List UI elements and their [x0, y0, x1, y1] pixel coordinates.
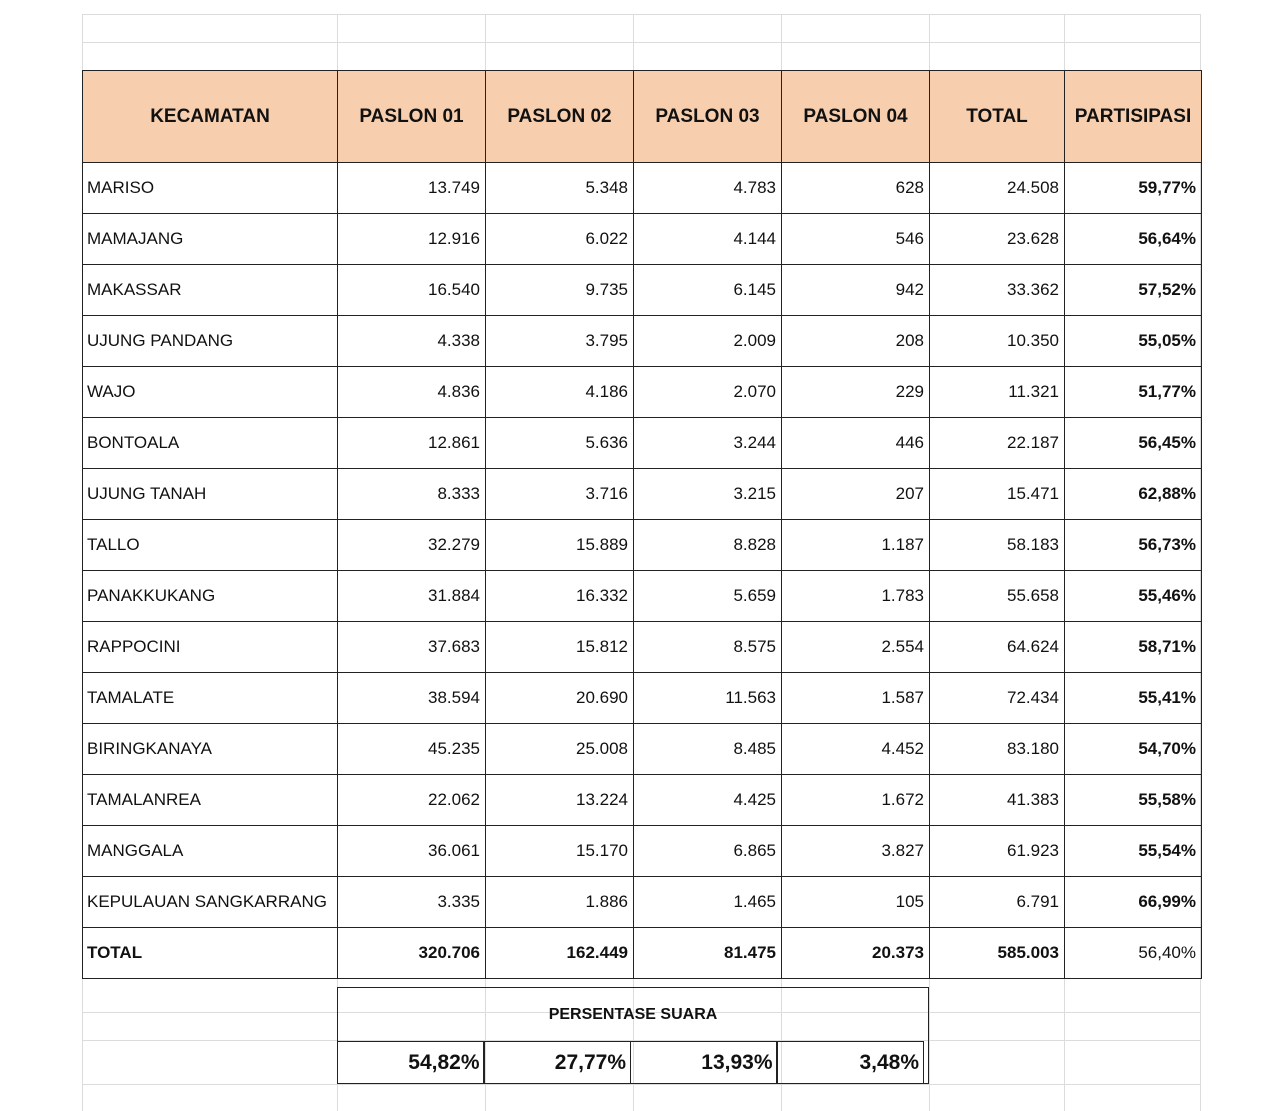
cell-paslon-02: 6.022	[486, 214, 634, 265]
cell-partisipasi: 56,40%	[1065, 928, 1202, 979]
total-row	[83, 928, 1202, 979]
cell-paslon-01: 12.861	[338, 418, 486, 469]
cell-paslon-04: 1.783	[782, 571, 930, 622]
cell-kecamatan: BIRINGKANAYA	[83, 724, 338, 775]
cell-kecamatan: MAKASSAR	[83, 265, 338, 316]
cell-paslon-02: 16.332	[486, 571, 634, 622]
header-kecamatan: KECAMATAN	[83, 71, 338, 163]
table-row	[83, 265, 1202, 316]
cell-paslon-04: 628	[782, 163, 930, 214]
cell-paslon-04: 4.452	[782, 724, 930, 775]
header-total: TOTAL	[930, 71, 1065, 163]
cell-paslon-03: 2.070	[634, 367, 782, 418]
cell-paslon-03: 6.145	[634, 265, 782, 316]
cell-total: 22.187	[930, 418, 1065, 469]
table-row	[83, 469, 1202, 520]
cell-kecamatan: MAMAJANG	[83, 214, 338, 265]
table-row	[83, 877, 1202, 928]
table-row	[83, 826, 1202, 877]
persentase-paslon-01: 54,82%	[337, 1041, 485, 1084]
cell-partisipasi: 55,46%	[1065, 571, 1202, 622]
cell-paslon-03: 3.215	[634, 469, 782, 520]
cell-paslon-01: 37.683	[338, 622, 486, 673]
cell-paslon-01: 12.916	[338, 214, 486, 265]
cell-paslon-01: 16.540	[338, 265, 486, 316]
table-row	[83, 418, 1202, 469]
cell-partisipasi: 55,58%	[1065, 775, 1202, 826]
cell-paslon-03: 4.783	[634, 163, 782, 214]
cell-kecamatan: TALLO	[83, 520, 338, 571]
cell-paslon-03: 8.828	[634, 520, 782, 571]
cell-paslon-04: 20.373	[782, 928, 930, 979]
cell-total: 11.321	[930, 367, 1065, 418]
cell-total: 23.628	[930, 214, 1065, 265]
cell-paslon-01: 320.706	[338, 928, 486, 979]
cell-paslon-01: 3.335	[338, 877, 486, 928]
cell-kecamatan: PANAKKUKANG	[83, 571, 338, 622]
cell-total: 61.923	[930, 826, 1065, 877]
header-paslon-03: PASLON 03	[634, 71, 782, 163]
cell-paslon-04: 1.672	[782, 775, 930, 826]
cell-kecamatan: TOTAL	[83, 928, 338, 979]
grid-line	[82, 1084, 1201, 1085]
cell-paslon-04: 3.827	[782, 826, 930, 877]
cell-kecamatan: UJUNG TANAH	[83, 469, 338, 520]
cell-kecamatan: UJUNG PANDANG	[83, 316, 338, 367]
cell-total: 15.471	[930, 469, 1065, 520]
header-paslon-04: PASLON 04	[782, 71, 930, 163]
cell-paslon-02: 3.795	[486, 316, 634, 367]
cell-paslon-01: 36.061	[338, 826, 486, 877]
cell-paslon-02: 13.224	[486, 775, 634, 826]
cell-paslon-04: 105	[782, 877, 930, 928]
cell-paslon-01: 22.062	[338, 775, 486, 826]
cell-paslon-04: 207	[782, 469, 930, 520]
table-row	[83, 673, 1202, 724]
cell-paslon-04: 208	[782, 316, 930, 367]
cell-total: 72.434	[930, 673, 1065, 724]
vote-results-table	[82, 70, 1202, 979]
cell-paslon-04: 942	[782, 265, 930, 316]
cell-total: 33.362	[930, 265, 1065, 316]
cell-paslon-04: 229	[782, 367, 930, 418]
cell-partisipasi: 58,71%	[1065, 622, 1202, 673]
cell-paslon-01: 45.235	[338, 724, 486, 775]
cell-kecamatan: MANGGALA	[83, 826, 338, 877]
cell-kecamatan: TAMALATE	[83, 673, 338, 724]
cell-paslon-03: 8.575	[634, 622, 782, 673]
cell-paslon-04: 2.554	[782, 622, 930, 673]
cell-paslon-01: 8.333	[338, 469, 486, 520]
cell-paslon-02: 162.449	[486, 928, 634, 979]
cell-total: 83.180	[930, 724, 1065, 775]
table-row	[83, 724, 1202, 775]
cell-total: 55.658	[930, 571, 1065, 622]
cell-partisipasi: 55,05%	[1065, 316, 1202, 367]
persentase-suara-row	[337, 1041, 923, 1084]
cell-paslon-01: 13.749	[338, 163, 486, 214]
cell-partisipasi: 66,99%	[1065, 877, 1202, 928]
header-paslon-02: PASLON 02	[486, 71, 634, 163]
cell-paslon-03: 2.009	[634, 316, 782, 367]
cell-paslon-01: 4.338	[338, 316, 486, 367]
cell-paslon-02: 9.735	[486, 265, 634, 316]
cell-kecamatan: RAPPOCINI	[83, 622, 338, 673]
table-row	[83, 571, 1202, 622]
table-row	[83, 775, 1202, 826]
cell-paslon-02: 15.889	[486, 520, 634, 571]
cell-paslon-04: 1.187	[782, 520, 930, 571]
table-row	[83, 214, 1202, 265]
cell-paslon-04: 446	[782, 418, 930, 469]
cell-kecamatan: BONTOALA	[83, 418, 338, 469]
cell-paslon-03: 11.563	[634, 673, 782, 724]
cell-paslon-03: 4.144	[634, 214, 782, 265]
persentase-paslon-03: 13,93%	[630, 1041, 778, 1084]
cell-paslon-02: 15.812	[486, 622, 634, 673]
cell-partisipasi: 62,88%	[1065, 469, 1202, 520]
cell-paslon-04: 1.587	[782, 673, 930, 724]
cell-paslon-02: 1.886	[486, 877, 634, 928]
cell-paslon-04: 546	[782, 214, 930, 265]
cell-paslon-01: 31.884	[338, 571, 486, 622]
cell-total: 58.183	[930, 520, 1065, 571]
header-paslon-01: PASLON 01	[338, 71, 486, 163]
grid-line	[82, 42, 1201, 43]
cell-paslon-02: 25.008	[486, 724, 634, 775]
table-row	[83, 367, 1202, 418]
cell-partisipasi: 55,41%	[1065, 673, 1202, 724]
persentase-paslon-04: 3,48%	[776, 1041, 924, 1084]
cell-partisipasi: 57,52%	[1065, 265, 1202, 316]
cell-kecamatan: MARISO	[83, 163, 338, 214]
cell-total: 585.003	[930, 928, 1065, 979]
cell-partisipasi: 56,73%	[1065, 520, 1202, 571]
cell-kecamatan: WAJO	[83, 367, 338, 418]
table-row	[83, 316, 1202, 367]
cell-kecamatan: KEPULAUAN SANGKARRANG	[83, 877, 338, 928]
cell-paslon-01: 32.279	[338, 520, 486, 571]
cell-paslon-03: 81.475	[634, 928, 782, 979]
cell-paslon-01: 4.836	[338, 367, 486, 418]
header-partisipasi: PARTISIPASI	[1065, 71, 1202, 163]
cell-paslon-02: 20.690	[486, 673, 634, 724]
cell-paslon-02: 4.186	[486, 367, 634, 418]
persentase-paslon-02: 27,77%	[483, 1041, 631, 1084]
cell-paslon-03: 6.865	[634, 826, 782, 877]
cell-partisipasi: 56,64%	[1065, 214, 1202, 265]
cell-paslon-01: 38.594	[338, 673, 486, 724]
cell-total: 41.383	[930, 775, 1065, 826]
cell-paslon-02: 5.348	[486, 163, 634, 214]
cell-paslon-03: 3.244	[634, 418, 782, 469]
table-row	[83, 520, 1202, 571]
cell-paslon-03: 1.465	[634, 877, 782, 928]
cell-partisipasi: 56,45%	[1065, 418, 1202, 469]
cell-total: 64.624	[930, 622, 1065, 673]
cell-partisipasi: 54,70%	[1065, 724, 1202, 775]
table-row	[83, 163, 1202, 214]
grid-line	[82, 14, 1201, 15]
persentase-suara-box	[337, 987, 929, 1084]
header-row	[83, 71, 1202, 163]
table-row	[83, 622, 1202, 673]
cell-paslon-02: 5.636	[486, 418, 634, 469]
cell-paslon-03: 5.659	[634, 571, 782, 622]
cell-partisipasi: 51,77%	[1065, 367, 1202, 418]
cell-paslon-02: 15.170	[486, 826, 634, 877]
cell-partisipasi: 55,54%	[1065, 826, 1202, 877]
cell-paslon-03: 8.485	[634, 724, 782, 775]
cell-partisipasi: 59,77%	[1065, 163, 1202, 214]
cell-kecamatan: TAMALANREA	[83, 775, 338, 826]
cell-paslon-03: 4.425	[634, 775, 782, 826]
cell-total: 10.350	[930, 316, 1065, 367]
cell-total: 24.508	[930, 163, 1065, 214]
cell-paslon-02: 3.716	[486, 469, 634, 520]
persentase-suara-title: PERSENTASE SUARA	[548, 1006, 718, 1023]
cell-total: 6.791	[930, 877, 1065, 928]
